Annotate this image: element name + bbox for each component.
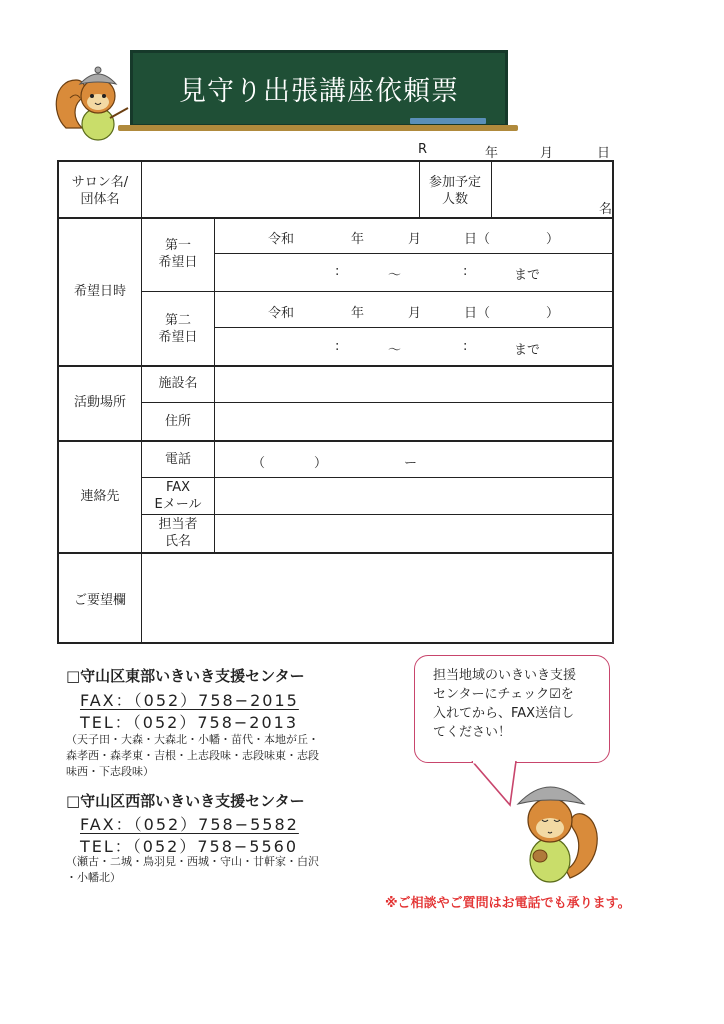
date-year-label: 年 (485, 146, 499, 161)
east-center-areas: （天子田・大森・大森北・小幡・苗代・本地が丘・ 森孝西・森孝東・吉根・上志段味・志段味東・志段 味西・下志段味） (66, 733, 319, 778)
request-form-table: サロン名/ 団体名 参加予定 人数 名 希望日時 第一 希望日 第二 希望日 令和 年 月 日（ ） : ～ : まで 令和 年 月 日（ ） : ～ : まで 活動場所 施設名 住所 連絡先 電話 （ ） ー FAX Eメール 担当者 氏名 ご要望欄 (57, 160, 614, 644)
fax-email-field[interactable] (216, 479, 612, 513)
footer-note: ※ご相談やご質問はお電話でも承ります。 (385, 896, 631, 911)
requests-field[interactable] (143, 554, 612, 642)
west-center-name[interactable]: □守山区西部いきいき支援センター (66, 792, 305, 810)
west-center-tel: TEL：（052）758−5560 (80, 837, 299, 856)
person-field[interactable] (216, 516, 612, 551)
date-era: R (418, 142, 428, 157)
west-center-areas: （瀬古・二城・鳥羽見・西城・守山・廿軒家・白沢 ・小幡北） (66, 855, 319, 884)
date-month-label: 月 (540, 146, 554, 161)
address-field[interactable] (216, 404, 612, 439)
east-center-tel: TEL：（052）758−2013 (80, 713, 299, 732)
attendees-label: 参加予定 人数 (428, 175, 481, 207)
attendees-field[interactable] (493, 164, 611, 215)
salon-name-label: サロン名/ 団体名 (71, 175, 129, 207)
chalk-ledge (118, 125, 518, 131)
venue-label: 活動場所 (73, 395, 126, 410)
person-label: 担当者 氏名 (158, 517, 198, 549)
squirrel-mascot-icon (508, 770, 604, 890)
chalk-eraser (410, 118, 486, 124)
west-center-fax: FAX：（052）758−5582 (80, 815, 299, 834)
salon-name-field[interactable] (143, 164, 417, 215)
second-choice-label: 第二 希望日 (158, 313, 198, 345)
date-day-label: 日 (597, 146, 611, 161)
desired-date-label: 希望日時 (73, 284, 126, 299)
address-label: 住所 (164, 414, 191, 429)
page-title: 見守り出張講座依頼票 (179, 76, 459, 107)
speech-bubble: 担当地域のいきいき支援 センターにチェック☑を 入れてから、FAX送信し てください！ (414, 655, 610, 763)
requests-label: ご要望欄 (73, 593, 126, 608)
east-center-fax: FAX：（052）758−2015 (80, 691, 299, 710)
squirrel-mascot-icon (52, 58, 130, 144)
facility-field[interactable] (216, 367, 612, 401)
east-center-name[interactable]: □守山区東部いきいき支援センター (66, 667, 305, 685)
attendees-unit: 名 (599, 202, 613, 217)
first-choice-label: 第一 希望日 (158, 238, 198, 270)
phone-label: 電話 (164, 452, 191, 467)
fax-email-label: FAX Eメール (154, 480, 202, 512)
facility-label: 施設名 (158, 376, 198, 391)
contact-label: 連絡先 (80, 489, 120, 504)
